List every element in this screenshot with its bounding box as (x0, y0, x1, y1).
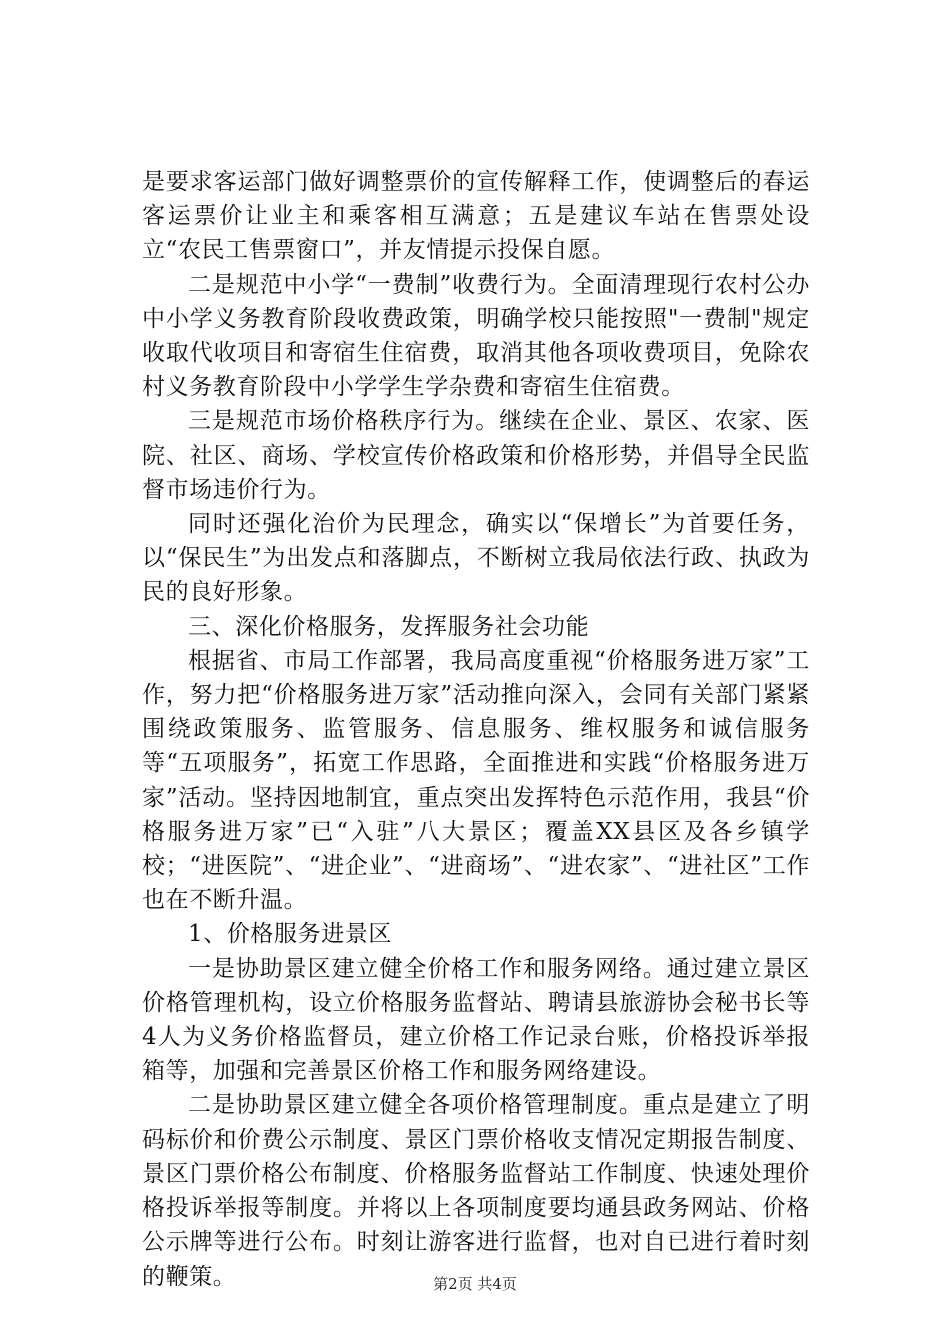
document-body (142, 165, 810, 1294)
paragraph-management-system: 二是协助景区建立健全各项价格管理制度。重点是建立了明码标价和价费公示制度、景区门票价格收支情况定期报告制度、景区门票价格公布制度、价格服务监督站工作制度、快速处理价格投诉举报等制度。并将以上各项制度要均通县政务网站、价格公示牌等进行公布。时刻让游客进行监督，也对自已进行着时刻的鞭策。 (142, 1092, 810, 1290)
section-heading-price-service: 三、深化价格服务，发挥服务社会功能 (188, 613, 590, 640)
paragraph-price-service-homes: 根据省、市局工作部署，我局高度重视“价格服务进万家”工作，努力把“价格服务进万家”活动推向深入，会同有关部门紧紧围绕政策服务、监管服务、信息服务、维权服务和诚信服务等“五项服务”，拓宽工作思路，全面推进和实践“价格服务进万家”活动。坚持因地制宜，重点突出发挥特色示范作用，我县“价格服务进万家”已“入驻”八大景区；覆盖XX县区及各乡镇学校；“进医院”、“进企业”、“进商场”、“进农家”、“进社区”工作也在不断升温。 (142, 647, 810, 914)
paragraph-continuation: 是要求客运部门做好调整票价的宣传解释工作，使调整后的春运客运票价让业主和乘客相互满意；五是建议车站在售票处设立“农民工售票窗口”，并友情提示投保自愿。 (142, 169, 810, 264)
paragraph-market-order: 三是规范市场价格秩序行为。继续在企业、景区、农家、医院、社区、商场、学校宣传价格政策和价格形势，并倡导全民监督市场违价行为。 (142, 408, 810, 503)
page-number-footer: 第2页 共4页 (433, 1275, 517, 1293)
paragraph-service-network: 一是协助景区建立健全价格工作和服务网络。通过建立景区价格管理机构，设立价格服务监督站、聘请县旅游协会秘书长等4人为义务价格监督员，建立价格工作记录台账，价格投诉举报箱等，加强和完善景区价格工作和服务网络建设。 (142, 955, 810, 1085)
subheading-scenic-areas: 1、价格服务进景区 (188, 921, 393, 948)
paragraph-people-livelihood: 同时还强化治价为民理念，确实以“保增长”为首要任务，以“保民生”为出发点和落脚点，不断树立我局依法行政、执政为民的良好形象。 (142, 511, 810, 606)
paragraph-fee-system: 二是规范中小学“一费制”收费行为。全面清理现行农村公办中小学义务教育阶段收费政策，明确学校只能按照"一费制"规定收取代收项目和寄宿生住宿费，取消其他各项收费项目，免除农村义务教育阶段中小学学生学杂费和寄宿生住宿费。 (142, 271, 810, 401)
